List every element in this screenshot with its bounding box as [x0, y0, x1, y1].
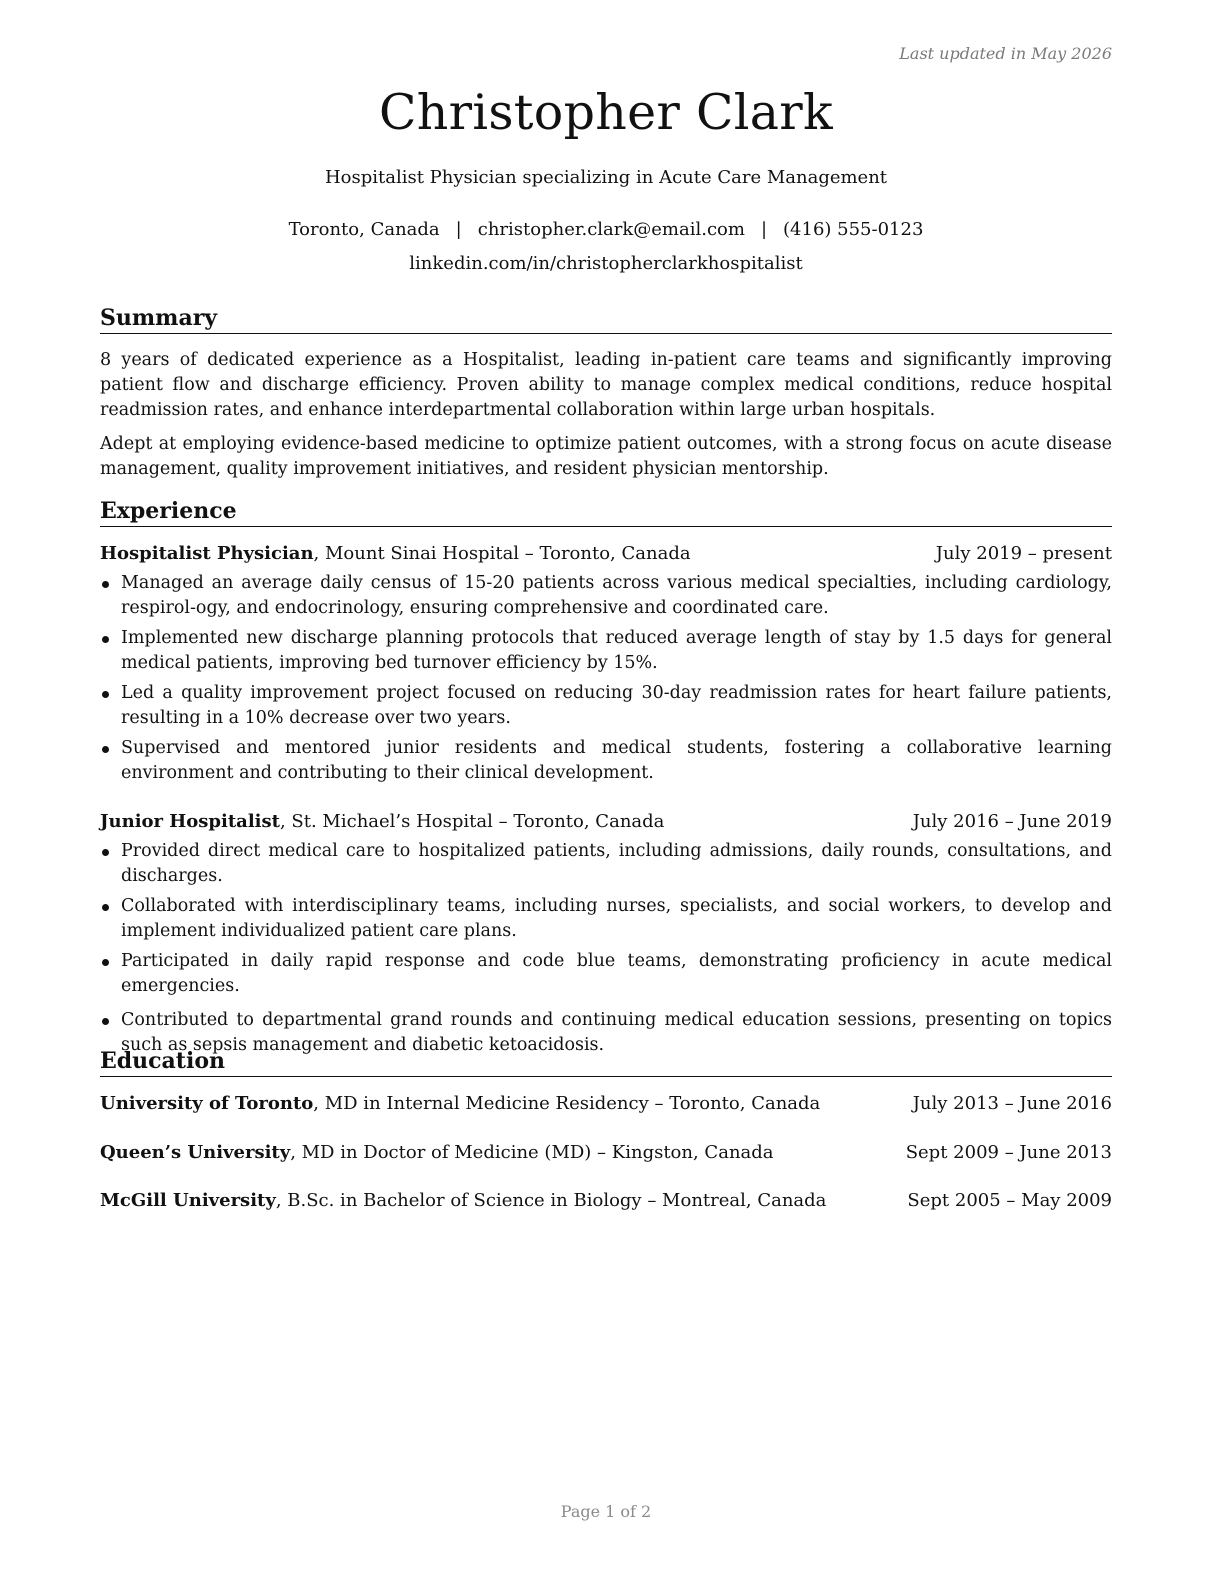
bullet-icon — [102, 1018, 109, 1025]
job-title-line — [100, 809, 664, 834]
list-item — [100, 626, 1112, 676]
education-school: McGill University — [100, 1190, 276, 1211]
candidate-tagline: Hospitalist Physician specializing in Acute Care Management — [324, 167, 888, 188]
bullet-text: Contributed to departmental grand rounds and continuing medical education sessions, presenting on topics such as sepsis management and diabetic ketoacidosis. — [121, 1010, 1112, 1055]
list-item — [100, 571, 1112, 621]
bullet-text: Provided direct medical care to hospitalized patients, including admissions, daily rounds, consultations, and discharges. — [121, 841, 1112, 886]
list-item — [100, 736, 1112, 786]
education-entry — [100, 1188, 1112, 1213]
education-dates: July 2013 – June 2016 — [912, 1093, 1112, 1114]
job-bullet-list — [100, 571, 1112, 786]
bullet-text: Collaborated with interdisciplinary teams, including nurses, specialists, and social workers, to develop and implement individualized patient care plans. — [121, 896, 1112, 941]
job-title-line — [100, 541, 691, 566]
education-school: Queen’s University — [100, 1142, 291, 1163]
bullet-icon — [102, 636, 109, 643]
education-entry — [100, 1140, 1112, 1165]
contact-linkedin[interactable]: linkedin.com/in/christopherclarkhospitalist — [409, 253, 803, 274]
education-title-line — [100, 1188, 826, 1213]
bullet-icon — [102, 691, 109, 698]
contact-separator: | — [760, 219, 768, 240]
bullet-text: Managed an average daily census of 15-20 patients across various medical specialties, including cardiology, respirol-ogy, and endocrinology, ensuring comprehensive and coordinated care. — [121, 573, 1112, 618]
bullet-text: Led a quality improvement project focused on reducing 30-day readmission rates for heart failure patients, resulting in a 10% decrease over two years. — [121, 683, 1112, 728]
section-title-summary: Summary — [100, 304, 1112, 334]
bullet-text: Implemented new discharge planning protocols that reduced average length of stay by 1.5 days for general medical patients, improving bed turnover efficiency by 15%. — [121, 628, 1112, 673]
resume-page — [100, 0, 1112, 1584]
section-title-education: Education — [100, 1047, 1112, 1077]
job-role: Junior Hospitalist — [100, 811, 280, 832]
education-entry — [100, 1091, 1112, 1116]
education-school: University of Toronto — [100, 1093, 314, 1114]
job-organization: , St. Michael’s Hospital – Toronto, Canada — [279, 811, 665, 832]
job-role: Hospitalist Physician — [100, 543, 314, 564]
bullet-icon — [102, 746, 109, 753]
bullet-icon — [102, 904, 109, 911]
summary-paragraph: 8 years of dedicated experience as a Hospitalist, leading in-patient care teams and significantly improving patient flow and discharge efficiency. Proven ability to manage complex medical conditions, reduce hospital readmission rates, and enhance interdepartmental collaboration within large urban hospitals. — [100, 350, 1112, 420]
contact-location: Toronto, Canada — [288, 219, 440, 240]
job-heading — [100, 541, 1112, 566]
contact-phone[interactable]: (416) 555-0123 — [783, 219, 924, 240]
bullet-icon — [102, 849, 109, 856]
education-dates: Sept 2009 – June 2013 — [905, 1142, 1112, 1163]
job-organization: , Mount Sinai Hospital – Toronto, Canada — [313, 543, 691, 564]
section-title-experience: Experience — [100, 497, 1112, 527]
candidate-name: Christopher Clark — [379, 84, 833, 141]
education-detail: , MD in Internal Medicine Residency – Toronto, Canada — [313, 1093, 821, 1114]
contact-email[interactable]: christopher.clark@email.com — [477, 219, 745, 240]
education-title-line — [100, 1140, 774, 1165]
summary-paragraph: Adept at employing evidence-based medicine to optimize patient outcomes, with a strong focus on acute disease management, quality improvement initiatives, and resident physician mentorship. — [100, 434, 1112, 479]
job-dates: July 2019 – present — [935, 543, 1112, 564]
contact-separator: | — [455, 219, 462, 240]
list-item — [100, 681, 1112, 731]
bullet-text: Supervised and mentored junior residents and medical students, fostering a collaborative learning environment and contributing to their clinical development. — [121, 738, 1112, 783]
education-detail: , B.Sc. in Bachelor of Science in Biology – Montreal, Canada — [275, 1190, 827, 1211]
job-heading — [100, 809, 1112, 834]
last-updated-note: Last updated in May 2026 — [899, 44, 1112, 63]
job-dates: July 2016 – June 2019 — [912, 811, 1112, 832]
education-dates: Sept 2005 – May 2009 — [907, 1190, 1112, 1211]
contact-line — [100, 219, 1112, 240]
bullet-icon — [102, 959, 109, 966]
page-number: Page 1 of 2 — [560, 1502, 652, 1521]
education-detail: , MD in Doctor of Medicine (MD) – Kingston, Canada — [290, 1142, 774, 1163]
list-item — [100, 894, 1112, 944]
bullet-text: Participated in daily rapid response and code blue teams, demonstrating proficiency in acute medical emergencies. — [121, 951, 1112, 996]
education-title-line — [100, 1091, 820, 1116]
bullet-icon — [102, 581, 109, 588]
list-item — [100, 949, 1112, 999]
list-item — [100, 839, 1112, 889]
job-bullet-list — [100, 839, 1112, 1058]
